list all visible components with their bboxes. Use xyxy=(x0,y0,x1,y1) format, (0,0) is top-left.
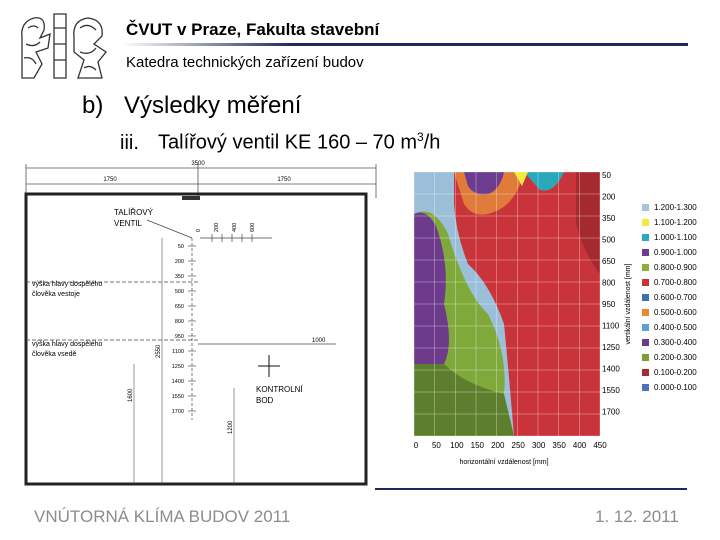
legend-label: 1.100-1.200 xyxy=(654,218,697,227)
valve-body xyxy=(182,196,200,200)
depth-tick-label: 950 xyxy=(174,334,184,340)
x-tick-label: 450 xyxy=(593,441,607,450)
y-tick-label: 200 xyxy=(602,192,616,202)
top-tick-3: 600 xyxy=(250,222,256,232)
top-tick-1: 200 xyxy=(214,222,220,232)
x-tick-label: 50 xyxy=(431,441,441,450)
legend-swatch xyxy=(642,264,649,271)
footer-course: VNÚTORNÁ KLÍMA BUDOV 2011 xyxy=(34,507,291,526)
dim-1600: 1600 xyxy=(128,388,134,402)
department-name: Katedra technických zařízení budov xyxy=(126,54,364,71)
legend-swatch xyxy=(642,204,649,211)
legend-label: 0.600-0.700 xyxy=(654,293,697,302)
dim-1200: 1200 xyxy=(228,420,234,434)
legend-label: 0.200-0.300 xyxy=(654,353,697,362)
standing-label-1: výška hlavy dospělého xyxy=(32,281,103,288)
legend-label: 0.700-0.800 xyxy=(654,278,697,287)
legend-label: 1.000-1.100 xyxy=(654,233,697,242)
dim-2550: 2550 xyxy=(156,344,162,358)
legend-swatch xyxy=(642,234,649,241)
standing-label-2: člověka vestoje xyxy=(32,291,80,298)
footer-divider xyxy=(375,488,687,490)
legend-swatch xyxy=(642,219,649,226)
velocity-contour-figure xyxy=(404,164,716,472)
x-tick-label: 0 xyxy=(413,441,419,450)
y-tick-label: 500 xyxy=(602,235,616,245)
x-tick-label: 100 xyxy=(450,441,464,450)
valve-label-2: VENTIL xyxy=(114,219,143,228)
depth-ticks xyxy=(172,244,196,415)
y-tick-label: 950 xyxy=(602,300,616,309)
dim-half-left: 1750 xyxy=(103,177,117,183)
depth-tick-label: 1550 xyxy=(171,394,184,400)
depth-tick-label: 350 xyxy=(174,274,184,280)
legend-swatch xyxy=(642,249,649,256)
control-point-marker xyxy=(258,355,280,377)
legend-swatch xyxy=(642,339,649,346)
section-marker: b) xyxy=(82,92,104,119)
subsection-superscript: 3 xyxy=(417,130,424,144)
control-point-label-2: BOD xyxy=(256,396,274,405)
sitting-label-2: člověka vsedě xyxy=(32,351,77,358)
legend-swatch xyxy=(642,294,649,301)
legend-swatch xyxy=(642,309,649,316)
subsection-title: Talířový ventil KE 160 – 70 m xyxy=(158,131,418,154)
x-tick-label: 250 xyxy=(511,441,525,450)
dim-total-width: 3500 xyxy=(191,161,205,167)
dim-half-right: 1750 xyxy=(277,177,291,183)
depth-tick-label: 650 xyxy=(174,304,184,310)
legend-swatch xyxy=(642,324,649,331)
legend-label: 0.000-0.100 xyxy=(654,383,697,392)
y-tick-label: 1550 xyxy=(602,386,620,395)
depth-tick-label: 1700 xyxy=(171,409,184,415)
y-tick-label: 1100 xyxy=(602,321,620,331)
y-tick-label: 350 xyxy=(602,214,616,223)
control-point-label-1: KONTROLNÍ xyxy=(256,385,303,394)
valve-label-1: TALÍŘOVÝ xyxy=(114,208,153,217)
legend-label: 0.800-0.900 xyxy=(654,263,697,272)
depth-tick-label: 1250 xyxy=(171,364,184,370)
section-title: Výsledky měření xyxy=(124,92,302,119)
y-tick-label: 50 xyxy=(602,171,611,180)
y-tick-label: 1250 xyxy=(602,343,620,352)
depth-tick-label: 800 xyxy=(174,319,184,325)
legend-label: 0.500-0.600 xyxy=(654,308,697,317)
x-tick-label: 350 xyxy=(552,441,566,450)
legend-swatch xyxy=(642,384,649,391)
contour-plot-area xyxy=(414,172,600,436)
section-heading xyxy=(82,92,301,120)
subsection-marker: iii. xyxy=(120,131,139,154)
legend-label: 0.300-0.400 xyxy=(654,338,697,347)
depth-tick-label: 1100 xyxy=(172,349,184,355)
y-axis-ticks xyxy=(602,171,620,417)
y-tick-label: 1700 xyxy=(602,407,620,417)
top-tick-0: 0 xyxy=(196,228,202,232)
legend-label: 0.400-0.500 xyxy=(654,323,697,332)
legend-swatch xyxy=(642,369,649,376)
x-tick-label: 150 xyxy=(470,441,485,450)
depth-tick-label: 1400 xyxy=(171,379,184,385)
legend-swatch xyxy=(642,354,649,361)
legend-label: 0.900-1.000 xyxy=(654,248,697,257)
footer-date: 1. 12. 2011 xyxy=(595,507,679,526)
institution-name: ČVUT v Praze, Fakulta stavební xyxy=(126,20,380,39)
x-tick-label: 300 xyxy=(531,441,546,450)
x-tick-label: 400 xyxy=(572,441,587,450)
legend-label: 0.100-0.200 xyxy=(654,368,697,377)
y-tick-label: 650 xyxy=(602,257,616,266)
cvut-logo xyxy=(14,8,112,84)
subsection-heading xyxy=(120,130,440,155)
legend-swatch xyxy=(642,279,649,286)
depth-tick-label: 200 xyxy=(174,259,184,265)
depth-tick-label: 500 xyxy=(174,289,184,295)
subsection-suffix: /h xyxy=(423,131,441,154)
dim-1000: 1000 xyxy=(312,338,326,344)
x-axis-label: horizontální vzdálenost [mm] xyxy=(459,459,549,466)
header-divider xyxy=(122,43,688,46)
y-tick-label: 800 xyxy=(602,278,616,288)
sitting-label-1: výška hlavy dospělého xyxy=(32,341,103,348)
contour-legend xyxy=(642,203,697,392)
x-axis-ticks xyxy=(414,441,607,450)
y-axis-label: vertikální vzdálenost [mm] xyxy=(625,263,632,345)
legend-label: 1.200-1.300 xyxy=(654,203,697,212)
x-tick-label: 200 xyxy=(491,441,505,450)
depth-tick-label: 50 xyxy=(177,244,184,250)
y-tick-label: 1400 xyxy=(602,364,620,374)
top-tick-2: 400 xyxy=(232,222,238,232)
room-section-diagram xyxy=(22,158,380,493)
